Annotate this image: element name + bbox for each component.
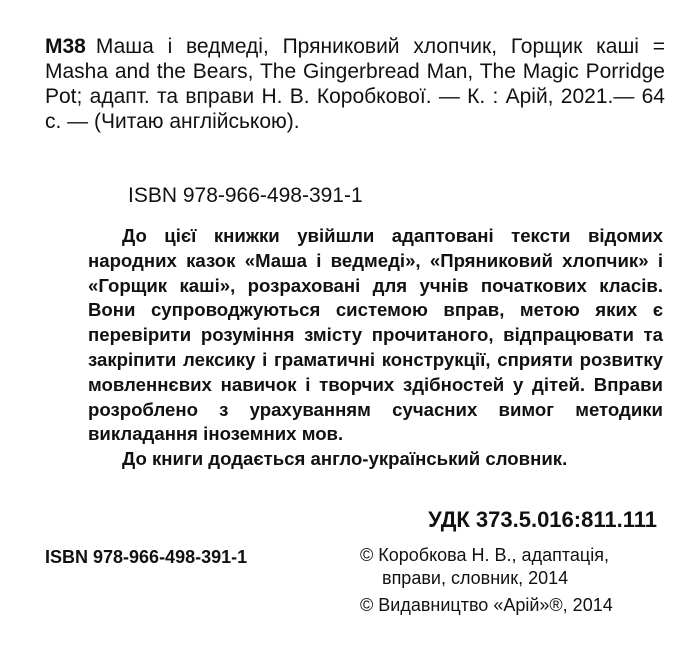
copyright-block — [360, 544, 613, 617]
isbn-bottom: ISBN 978-966-498-391-1 — [45, 547, 248, 567]
isbn-top: ISBN 978-966-498-391-1 — [128, 184, 363, 207]
author-sign-code: М38 — [45, 35, 86, 58]
bibliographic-record — [45, 34, 665, 134]
annotation-paragraph-2: До книги додається англо-український словник. — [122, 448, 568, 470]
copyright-author-line: © Коробкова Н. В., адаптація, — [360, 545, 609, 565]
copyright-publisher-line: © Видавництво «Арій»®, 2014 — [360, 595, 613, 615]
bibliographic-description: Маша і ведмеді, Пряниковий хлопчик, Горщик каші = Masha and the Bears, The Gingerbread Man, The Magic Porridge Pot; адапт. та вправи Н. В. Коробкової. — К. : Арій, 2021.— 64 с. — (Читаю англійською). — [45, 35, 665, 133]
copyright-author-continuation: вправи, словник, 2014 — [382, 568, 569, 588]
udk-classification: УДК 373.5.016:811.111 — [428, 507, 657, 532]
book-annotation — [88, 224, 663, 472]
annotation-paragraph-1: До цієї книжки увійшли адаптовані тексти відомих народних казок «Маша і ведмеді», «Пряниковий хлопчик» і «Горщик каші», розраховані для учнів початкових класів. Вони супроводжуються системою вправ, метою яких є перевірити розуміння змісту прочитаного, відпрацювати та закріпити лексику і граматичні конструкції, сприяти розвитку мовленнєвих навичок і творчих здібностей у дітей. Вправи розроблено з урахуванням сучасних вимог методики викладання іноземних мов. — [88, 225, 663, 445]
